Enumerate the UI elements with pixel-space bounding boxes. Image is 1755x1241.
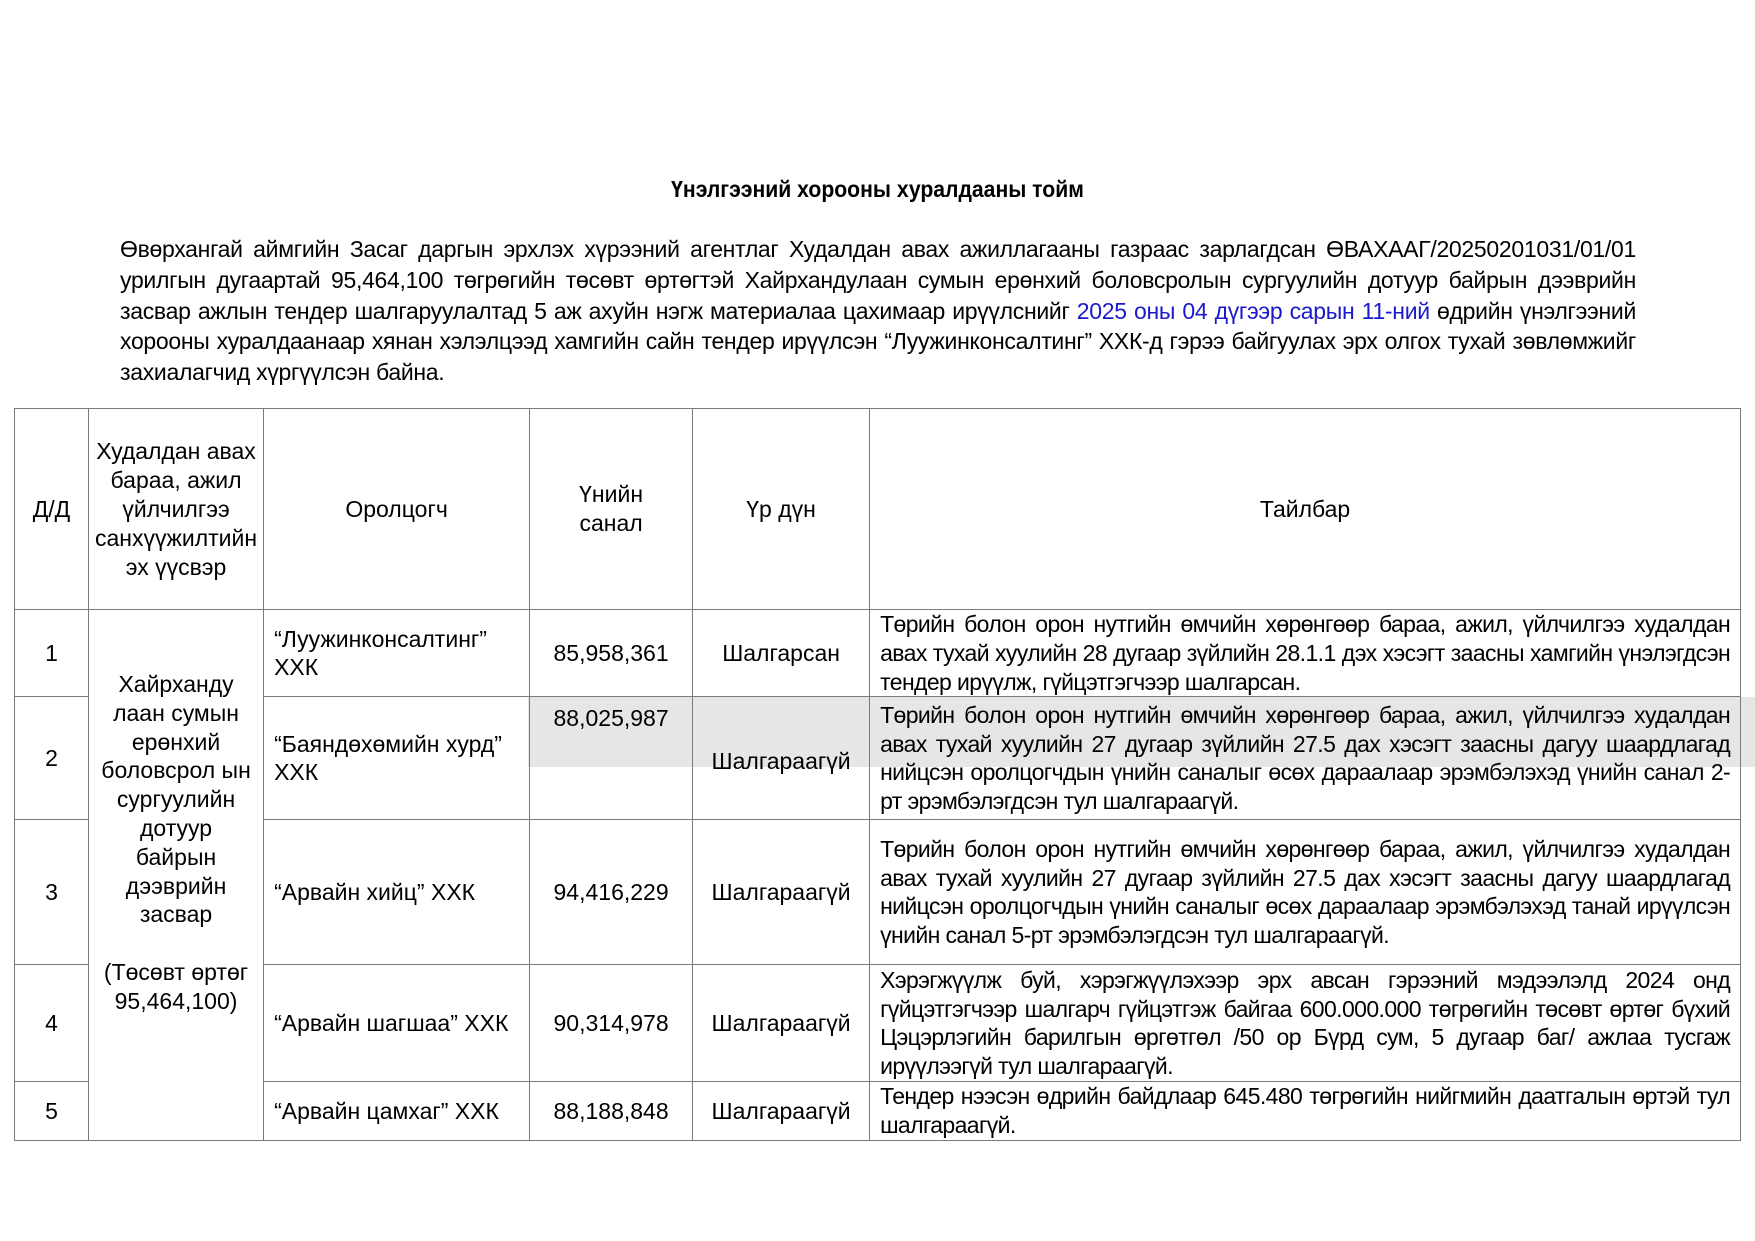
- intro-text-part1: Өвөрхангай аймгийн Засаг даргын эрхлэх хүрээний агентлаг Худалдан авах ажиллагааны газраас зарлагдсан ӨВАХААГ/20250201031/01/01 урилгын дугаартай 95,464,100 төгрөгийн төсөвт өртөгтэй Хайрхандулаан сумын ерөнхий боловсролын сургуулийн дотуур байрын дээврийн засвар ажлын тендер шалгаруулалтад 5 аж ахуйн нэгж материалаа цахимаар ирүүлснийг: [120, 236, 1636, 324]
- price-offer: 88,025,987: [530, 697, 693, 820]
- price-offer: 85,958,361: [530, 610, 693, 697]
- evaluation-table: [14, 408, 1741, 1141]
- funding-source-cell: [89, 610, 264, 1141]
- table-header-row: [15, 409, 1741, 610]
- participant-name: “Баяндөхөмийн хурд” ХХК: [264, 697, 530, 820]
- table-row: [15, 610, 1741, 697]
- row-number: 2: [15, 697, 89, 820]
- table-row: [15, 697, 1741, 820]
- header-source: Худалдан авах бараа, ажил үйлчилгээ санхүүжилтийн эх үүсвэр: [89, 409, 264, 610]
- row-number: 3: [15, 820, 89, 965]
- result-status: Шалгараагүй: [693, 697, 870, 820]
- note-text: Төрийн болон орон нутгийн өмчийн хөрөнгөөр бараа, ажил, үйлчилгээ худалдан авах тухай хуулийн 27 дугаар зүйлийн 27.5 дах хэсэгт заасны дагуу шаардлагад нийцсэн оролцогчдын үнийн саналыг өсөх дараалаар эрэмбэлэхэд танай ирүүлсэн үнийн санал 5-рт эрэмбэлэгдсэн тул шалгараагүй.: [870, 820, 1741, 965]
- participant-name: “Арвайн цамхаг” ХХК: [264, 1082, 530, 1141]
- header-note: Тайлбар: [870, 409, 1741, 610]
- result-status: Шалгараагүй: [693, 1082, 870, 1141]
- result-status: Шалгараагүй: [693, 820, 870, 965]
- result-status: Шалгараагүй: [693, 965, 870, 1082]
- note-text: Тендер нээсэн өдрийн байдлаар 645.480 төгрөгийн нийгмийн даатгалын өртэй тул шалгараагүй.: [870, 1082, 1741, 1141]
- participant-name: “Арвайн хийц” ХХК: [264, 820, 530, 965]
- funding-source-name: Хайрханду лаан сумын ерөнхий боловсрол ын сургуулийн дотуур байрын дээврийн засвар: [101, 671, 251, 928]
- row-number: 5: [15, 1082, 89, 1141]
- intro-text-part2: өдрийн үнэлгээний хорооны хуралдаанаар хянан хэлэлцээд хамгийн сайн тендер ирүүлсэн “Луужинконсалтинг” ХХК-д гэрээ байгуулах эрх олгох тухай зөвлөмжийг захиалагчид хүргүүлсэн байна.: [120, 297, 1636, 386]
- funding-source-budget: (Төсөвт өртөг 95,464,100): [103, 959, 249, 1014]
- result-status: Шалгарсан: [693, 610, 870, 697]
- note-text: Хэрэгжүүлж буй, хэрэгжүүлэхээр эрх авсан гэрээний мэдээлэлд 2024 онд гүйцэтгэгчээр шалгарч гүйцэтгэж байгаа 600.000.000 төгрөгийн төсөвт өртөг бүхий Цэцэрлэгийн барилгын өргөтгөл /50 ор Бүрд сум, 5 дугаар баг/ ажлаа тусгаж ирүүлээгүй тул шалгараагүй.: [870, 965, 1741, 1082]
- note-text: Төрийн болон орон нутгийн өмчийн хөрөнгөөр бараа, ажил, үйлчилгээ худалдан авах тухай хуулийн 28 дугаар зүйлийн 28.1.1 дэх хэсэгт заасны хамгийн үнэлэгдсэн тендер ирүүлж, гүйцэтгэгчээр шалгарсан.: [870, 610, 1741, 697]
- participant-name: “Луужинконсалтинг” ХХК: [264, 610, 530, 697]
- price-offer: 94,416,229: [530, 820, 693, 965]
- intro-paragraph: [120, 234, 1636, 388]
- table-row: [15, 965, 1741, 1082]
- row-number: 1: [15, 610, 89, 697]
- price-offer: 88,188,848: [530, 1082, 693, 1141]
- row-number: 4: [15, 965, 89, 1082]
- header-price: Үнийн санал: [530, 409, 693, 610]
- header-participant: Оролцогч: [264, 409, 530, 610]
- document-title: Үнэлгээний хорооны хуралдааны тойм: [671, 176, 1084, 202]
- participant-name: “Арвайн шагшаа” ХХК: [264, 965, 530, 1082]
- price-offer: 90,314,978: [530, 965, 693, 1082]
- table-row: [15, 1082, 1741, 1141]
- header-no: Д/Д: [15, 409, 89, 610]
- meeting-date-highlight: 2025 оны 04 дүгээр сарын 11-ний: [1076, 297, 1430, 324]
- header-result: Үр дүн: [693, 409, 870, 610]
- table-row: [15, 820, 1741, 965]
- note-text: Төрийн болон орон нутгийн өмчийн хөрөнгөөр бараа, ажил, үйлчилгээ худалдан авах тухай хуулийн 27 дугаар зүйлийн 27.5 дах хэсэгт заасны дагуу шаардлагад нийцсэн оролцогчдын үнийн саналыг өсөх дараалаар эрэмбэлэхэд үнийн санал 2-рт эрэмбэлэгдсэн тул шалгараагүй.: [870, 697, 1741, 820]
